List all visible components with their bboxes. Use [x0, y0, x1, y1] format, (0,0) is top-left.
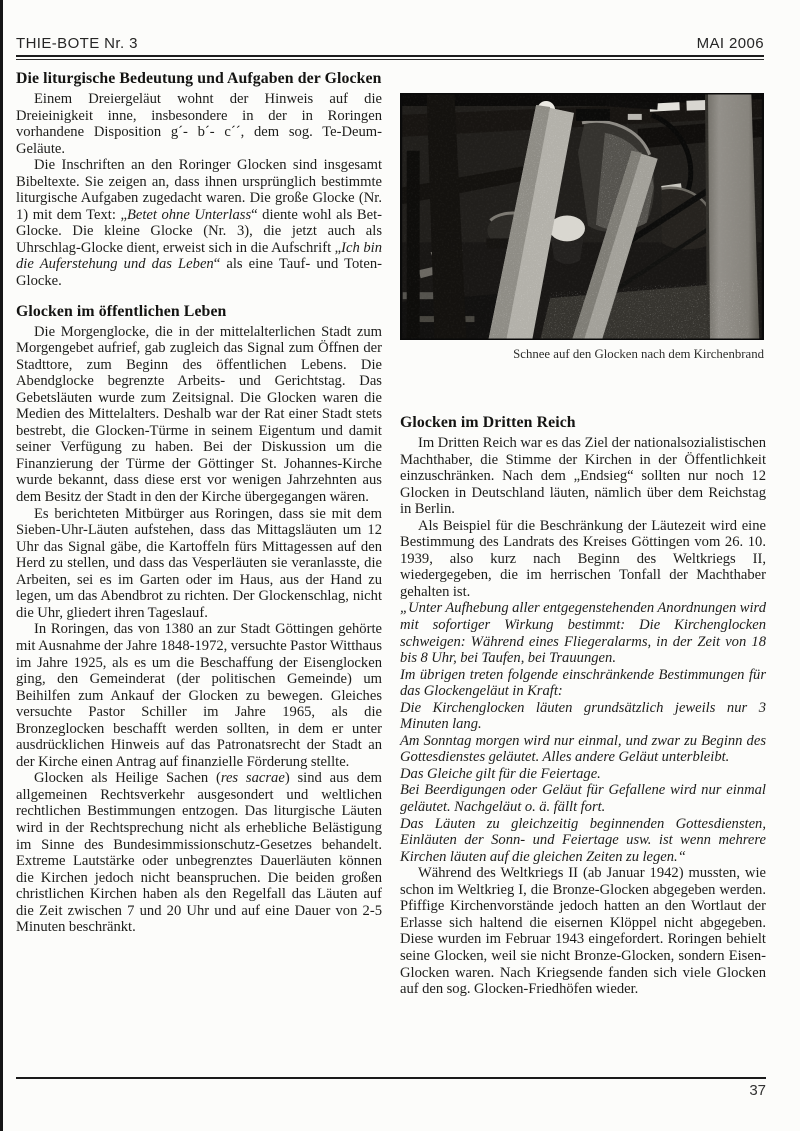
quote-line: Im übrigen treten folgende einschränkende Bestimmungen für das Glockengeläut in Kraft: — [400, 666, 766, 700]
page-number: 37 — [749, 1082, 766, 1099]
paragraph-res-sacrae: Glocken als Heilige Sachen (res sacrae) sind aus dem allgemeinen Rechtsverkehr ausgesondert und weltlichen rechtlichen Bestimmungen entzogen. Das liturgische Läuten wird in der Rechtsprechung nicht als erhebliche Belästigung im Sinne des Bundesimmissionschutz-Gesetzes behandelt. Extreme Lautstärke oder unbegrenztes Dauerläuten können die Kirchen jedoch nicht beanspruchen. Die beiden großen christlichen Kirchen haben als den Regelfall das Läuten auf die Zeit zwischen 7 und 20 Uhr und auf eine Dauer von 2-5 Minuten beschränkt. — [16, 770, 382, 936]
quote-line: Das Läuten zu gleichzeitig beginnenden Gottesdiensten, Einläuten der Sonn- und Feiertage usw. ist wenn mehrere Kirchen läuten auf die gleichen Zeiten zu legen.“ — [400, 815, 766, 865]
section-heading-liturgische-bedeutung: Die liturgische Bedeutung und Aufgaben der Glocken — [16, 70, 382, 87]
quote-line: Bei Beerdigungen oder Geläut für Gefallene wird nur einmal geläutet. Nachgeläut o. ä. fällt fort. — [400, 782, 766, 816]
quote-line: Am Sonntag morgen wird nur einmal, und zwar zu Beginn des Gottesdienstes geläutet. Alles andere Geläut unterbleibt. — [400, 732, 766, 766]
bells-after-fire-photo — [400, 93, 764, 340]
quote-line: „Unter Aufhebung aller entgegenstehenden Anordnungen wird mit sofortiger Wirkung bestimmt: Die Kirchenglocken schweigen: Während eines Fliegeralarms, in der Zeit von 18 bis 8 Uhr, bei Taufen, bei Trauungen. — [400, 600, 766, 667]
paragraph-weltkrieg-abgabe: Während des Weltkriegs II (ab Januar 1942) mussten, wie schon im Weltkrieg I, die Bronze-Glocken abgegeben werden. Pfiffige Kirchenvorstände jedoch hatten an den Wortlaut der Erlasse sich haltend die eisernen Klöppel nicht abgegeben. Diese wurden im Februar 1943 eingefordert. Roringen behielt seine Glocken, weil sie nicht Bronze-Glocken, sondern Eisen-Glocken waren. Nach Kriegsende fanden sich viele Glocken auf den sog. Glocken-Friedhöfen wieder. — [400, 865, 766, 998]
quote-line: Das Gleiche gilt für die Feiertage. — [400, 765, 601, 782]
right-column — [400, 93, 766, 998]
paragraph-mitbuerger: Es berichteten Mitbürger aus Roringen, dass sie mit dem Sieben-Uhr-Läuten aufstehen, dass das Mittagsläuten um 12 Uhr das Signal gäbe, die Kartoffeln fürs Mittagessen auf den Herd zu stellen, und dass das Vesperläuten sie veranlasste, die Arbeiten, sei es im Garten oder im Haus, aus der Hand zu legen, um das Abendbrot zu richten. Der Glockenschlag, nicht die Uhr, gliedert ihren Tageslauf. — [16, 505, 382, 621]
decree-quote-block — [400, 600, 766, 865]
paragraph-dreiergelaeut: Einem Dreiergeläut wohnt der Hinweis auf die Dreieinigkeit inne, insbesondere in der in Roringen vorhandene Disposition g´- b´- c´´, dem sog. Te-Deum-Geläute. — [16, 91, 382, 157]
paragraph-inschriften: Die Inschriften an den Roringer Glocken sind insgesamt Bibeltexte. Sie zeigen an, dass ihnen ursprünglich bestimmte liturgische Aufgaben zugedacht waren. Die große Glocke (Nr. 1) mit dem Text: „Betet ohne Unterlass“ diente wohl als Bet-Glocke. Die kleine Glocke (Nr. 3), die jetzt auch als Uhrschlag-Glocke dient, erweist sich in die Aufschrift „Ich bin die Auferstehung und das Leben“ als eine Tauf- und Toten-Glocke. — [16, 157, 382, 290]
paragraph-drittes-reich-ziel: Im Dritten Reich war es das Ziel der nationalsozialistischen Machthaber, die Stimme der Kirchen in der Öffentlichkeit einzuschränken. Nach dem „Endsieg“ sollten nur noch 12 Glocken in Deutschland läuten, nämlich über dem Reichstag in Berlin. — [400, 435, 766, 518]
issue-date: MAI 2006 — [696, 35, 764, 52]
page-header — [16, 32, 764, 52]
quote-line: Die Kirchenglocken läuten grundsätzlich jeweils nur 3 Minuten lang. — [400, 699, 766, 733]
header-rule — [16, 55, 764, 60]
section-heading-drittes-reich: Glocken im Dritten Reich — [400, 414, 576, 431]
section-heading-oeffentliches-leben: Glocken im öffentlichen Leben — [16, 302, 227, 320]
photo-caption: Schnee auf den Glocken nach dem Kirchenbrand — [513, 347, 764, 361]
publication-title: THIE-BOTE Nr. 3 — [16, 35, 138, 52]
left-column — [16, 70, 382, 936]
paragraph-morgenglocke: Die Morgenglocke, die in der mittelalterlichen Stadt zum Morgengebet aufrief, gab zugleich das Signal zum Öffnen der Stadttore, zum Beginn des öffentlichen Lebens. Die Abendglocke begrenzte Arbeits- und Gerichtstag. Das Gebetsläuten wurde zum Zeitsignal. Die Glocken waren die Medien des Mittelalters. Deshalb war der Rat einer Stadt stets bestrebt, die Glocken-Türme in seinem Eigentum und damit seiner Verfügung zu haben. Bei der Diskussion um die Finanzierung der Türme der Göttinger St. Johannes-Kirche wurde bekannt, dass diese erst vor wenigen Jahrzehnten aus dem Besitz der Stadt in den der Kirche übergegangen wären. — [16, 323, 382, 506]
bell-photo-figure — [400, 93, 766, 362]
footer-rule — [16, 1077, 766, 1079]
paragraph-roringen-1380: In Roringen, das von 1380 an zur Stadt Göttingen gehörte mit Ausnahme der Jahre 1848-1972, versuchte Pastor Witthaus im Jahre 1925, als es um die Beschaffung der Eisenglocken ging, den Gemeinderat (der politischen Gemeinde) um Beihilfen zum Ankauf der Glocken zu bewegen. Gleiches versuchte Pastor Schiller im Jahre 1965, als die Bronzeglocken beschafft werden sollten, in dem er unter ausdrücklichen Hinweis auf das Patronatsrecht der Stadt an der Kirche einen Antrag auf finanzielle Förderung stellte. — [16, 621, 382, 770]
scan-edge-line — [0, 0, 3, 1131]
paragraph-landrat-bestimmung: Als Beispiel für die Beschränkung der Läutezeit wird eine Bestimmung des Landrats des Kreises Göttingen vom 26. 10. 1939, also kurz nach Beginn des Weltkriegs II, wiedergegeben, die im herrischen Tonfall der Machthaber gehalten ist. — [400, 517, 766, 600]
